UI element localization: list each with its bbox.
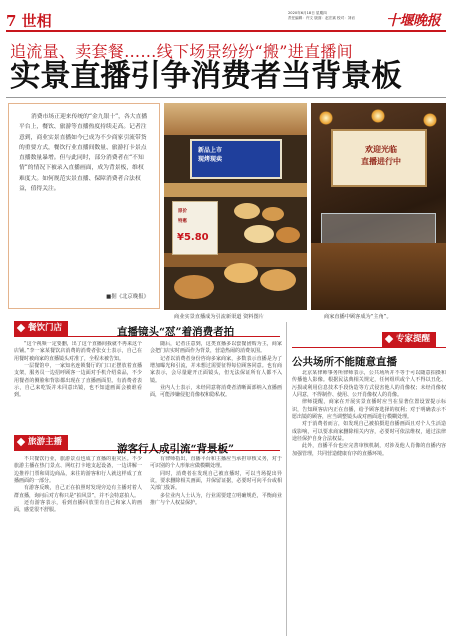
photo-counter [311, 243, 446, 310]
photo-price-card [172, 201, 218, 255]
editor-note-box [8, 103, 160, 309]
section-badge-tourism: 旅游主播 [14, 435, 68, 450]
section-title-tourism: 游客行人成引流“背景板” [117, 443, 235, 455]
headline-rule [6, 97, 446, 98]
photo-pastry [174, 275, 214, 299]
editor-note-source: ■据《北京晚报》 [106, 294, 149, 300]
section-title-expert: 公共场所不能随意直播 [292, 356, 397, 368]
photo-restaurant-sign [331, 129, 427, 187]
photo-pastry [244, 225, 274, 243]
article-paragraph: 有律师指出，直播平台和主播应当承担审核义务，对于可识别的个人形象应做模糊处理。 [150, 456, 282, 470]
photo-lamp [423, 113, 437, 127]
section-number: 7 世相 [6, 12, 52, 30]
issue-meta [288, 11, 376, 20]
article-paragraph: 业内人士表示，未经同意将消费者清晰面部纳入直播画面，可能涉嫌侵犯肖像权和隐私权。 [150, 385, 282, 399]
column-divider [286, 322, 287, 636]
article-paragraph: 律师提醒，商家在开展实景直播时应当在显著位置设置提示标识，告知顾客店内正在直播，给予顾客选择的权利；对于明确表示不愿出镜的顾客，应当调整镜头或对画面进行模糊处理。 [292, 399, 446, 421]
article-paragraph: “这个视频一定要删，出了这个直播间我就不再来这个店铺。”李一家某餐饮店消费的消费者张女士表示，自己在用餐时被商家的直播镜头对准了，全程未被告知。 [14, 341, 142, 362]
masthead [0, 0, 450, 34]
shop-sign-line: 新品上市 [198, 147, 223, 154]
article-paragraph: 不只餐饮行业，旅游景点也成了直播的重灾区。不少旅游主播在热门景点、网红打卡地支起设备，一边讲解一边推荐门票和周边商品，来往的游客和行人就这样成了直播画面的一部分。 [14, 456, 142, 485]
article-paragraph: 记者以消费者身份咨询多家商家，多数表示直播是为了增加曝光和引流，并未想过需要征得每位顾客同意。也有商家表示，会尽量避开正面镜头，但无法保证所有人都不入镜。 [150, 355, 282, 384]
article-paragraph: 有游客反映，自己正在拍照时发现旁边有主播对着人群直播，询问后对方称只是“拍风景”，并不会特意拍人。 [14, 485, 142, 499]
photo-display-glass [321, 213, 436, 247]
article-paragraph: 一层餐馆中，一家知名连锁餐厅的门口正摆放着直播支架，服务员一边招呼顾客一边面对手机介绍菜品，不少用餐者的侧脸和背影都出现在了直播画面里。有消费者表示，自己来吃饭并未同意出镜，也不知道画面会被谁看到。 [14, 363, 142, 399]
photo-bakery-livestream [164, 103, 307, 310]
article-paragraph: 北京某律师事务所律师表示，公共场所并不等于可以随意拍摄和传播他人影像。根据民法典相关规定，任何组织或个人不得以丑化、污损或利用信息技术手段伪造等方式侵害他人的肖像权；未经肖像权人同意，不得制作、使用、公开肖像权人的肖像。 [292, 370, 446, 399]
article-paragraph: 多位业内人士认为，行业需要建立明确规范，平衡商业推广与个人权益保护。 [150, 492, 282, 507]
photo-pastry [260, 269, 296, 291]
section-badge-expert: 专家提醒 [382, 332, 436, 347]
photo-restaurant-livestream [311, 103, 446, 310]
article-column [292, 370, 446, 636]
restaurant-sign-line: 直播进行中 [361, 156, 401, 166]
photo-pastry [276, 227, 300, 243]
photo-pastry [234, 203, 260, 219]
price-card-amount: ¥5.80 [177, 232, 209, 243]
shop-sign-line: 现烤现卖 [198, 156, 223, 163]
photo2-caption: 商家直播中顾客成为“主角”。 [324, 314, 392, 320]
photo-lamp [371, 109, 385, 123]
article-paragraph: 对于消费者而言，如发现自己被拍摄进直播画面且对个人生活造成影响，可以要求商家删除相关内容，必要时可依法维权，通过法律途径保护自身合法权益。 [292, 421, 446, 443]
article-column [150, 456, 282, 636]
price-card-line: 原价 [178, 209, 187, 214]
restaurant-sign-line: 欢迎光临 [365, 144, 397, 154]
subheadline: 追流量、卖套餐……线下场景纷纷“搬”进直播间 [10, 42, 353, 61]
price-card-line: 特惠 [178, 219, 187, 224]
article-column [150, 341, 282, 433]
issue-editors: 责任编辑：许文 版面：赵宏斌 校对：刘岩 [288, 15, 355, 20]
newspaper-logo: 十堰晚报 [386, 13, 440, 29]
section-rule [292, 347, 446, 348]
article-paragraph: 还有游客表示，看到直播回放里有自己和家人的画面，感觉很不舒服。 [14, 500, 142, 514]
section-badge-dining: 餐饮门店 [14, 321, 68, 336]
photo-shelf [164, 183, 307, 197]
photo1-caption: 商业实景直播成为引流新渠道 资料图片 [174, 314, 264, 320]
editor-note-text: 消费市场正迎来传统的“金九银十”，各大直播平台上，餐饮、旅游等直播热度持续走高。记者注意到，商业实景直播如今已成为不少商家引流带货的重要方式，餐饮行业直播间数量、旅游打卡景点直播数量暴增。但与此同时，部分消费者在“不知情”的情况下被录入直播画面，成为背景板，维权难度大。如何规范实景直播、保障消费者合法权益，值得关注。 [19, 114, 148, 193]
article-column [14, 341, 142, 433]
masthead-rule [6, 30, 446, 32]
photo-ceiling [164, 103, 307, 135]
article-paragraph: 同时，消费者在发现自己被直播时，可以当场提出异议，要求删除相关画面，并保留证据，必要时可向平台或相关部门投诉。 [150, 470, 282, 492]
photo-shop-sign [190, 139, 282, 179]
headline: 实景直播引争消费者当背景板 [10, 58, 402, 94]
photo-pastry [224, 263, 258, 283]
photo-pastry [262, 207, 284, 221]
article-paragraph: 随后，记者注意到，这类直播多以套餐团购为主，商家会把门店实时画面作为背景，营造热闹的消费氛围。 [150, 341, 282, 355]
article-column [14, 456, 142, 636]
issue-date: 2020年6月18日 星期四 [288, 11, 327, 15]
photo-lamp [319, 111, 333, 125]
article-paragraph: 此外，直播平台也应完善审核机制，对涉及他人肖像的直播内容加强管理，共同营造健康有序的直播环境。 [292, 443, 446, 457]
section-title-dining: 直播镜头“怼”着消费者拍 [117, 326, 235, 338]
